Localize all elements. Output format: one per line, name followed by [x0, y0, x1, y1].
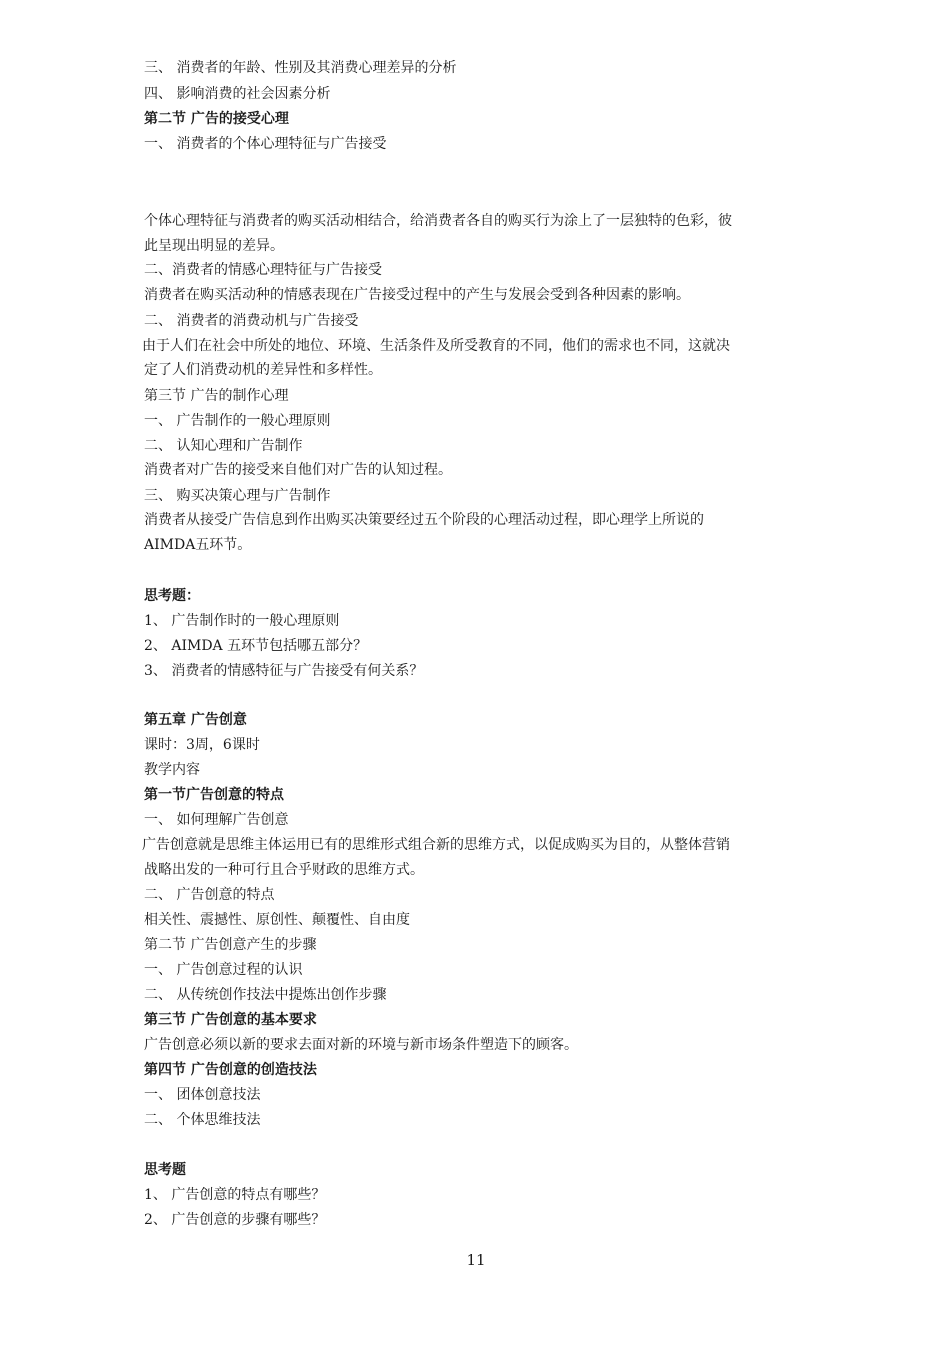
text-line: 课时：3周，6课时 [144, 737, 260, 753]
text-line: 消费者从接受广告信息到作出购买决策要经过五个阶段的心理活动过程，即心理学上所说的 [144, 512, 704, 528]
text-line: 战略出发的一种可行且合乎财政的思维方式。 [144, 862, 424, 878]
section-heading: 第四节 广告创意的创造技法 [144, 1062, 317, 1078]
text-line: 此呈现出明显的差异。 [144, 238, 284, 254]
text-line: 四、 影响消费的社会因素分析 [144, 86, 331, 102]
text-line: 一、 消费者的个体心理特征与广告接受 [144, 136, 387, 152]
section-heading: 第一节广告创意的特点 [144, 787, 284, 803]
text-line: 三、 消费者的年龄、性别及其消费心理差异的分析 [144, 60, 457, 76]
text-line: 二、 消费者的消费动机与广告接受 [144, 313, 359, 329]
text-line: 广告创意就是思维主体运用已有的思维形式组合新的思维方式，以促成购买为目的，从整体营销 [142, 837, 730, 853]
text-line: 1、 广告制作时的一般心理原则 [144, 613, 340, 629]
questions-heading: 思考题 [144, 1162, 186, 1178]
text-line: 二、 从传统创作技法中提炼出创作步骤 [144, 987, 387, 1003]
page-number: 11 [466, 1251, 486, 1269]
text-line: 广告创意必须以新的要求去面对新的环境与新市场条件塑造下的顾客。 [144, 1037, 578, 1053]
text-line: 教学内容 [144, 762, 200, 778]
text-line: 消费者对广告的接受来自他们对广告的认知过程。 [144, 462, 452, 478]
text-line: 相关性、震撼性、原创性、颠覆性、自由度 [144, 912, 410, 928]
text-line: 3、 消费者的情感特征与广告接受有何关系？ [144, 663, 424, 679]
text-line: 一、 广告创意过程的认识 [144, 962, 303, 978]
text-line: 二、 个体思维技法 [144, 1112, 261, 1128]
questions-heading: 思考题： [144, 588, 200, 604]
text-line: 二、 认知心理和广告制作 [144, 438, 303, 454]
text-line: 二、消费者的情感心理特征与广告接受 [144, 262, 382, 278]
text-line: 第二节 广告创意产生的步骤 [144, 937, 317, 953]
section-heading: 第二节 广告的接受心理 [144, 111, 289, 127]
text-line: 三、 购买决策心理与广告制作 [144, 488, 331, 504]
text-line: 二、 广告创意的特点 [144, 887, 275, 903]
text-line: 2、 广告创意的步骤有哪些？ [144, 1212, 326, 1228]
text-line: 2、 AIMDA 五环节包括哪五部分？ [144, 638, 368, 654]
text-line: 1、 广告创意的特点有哪些？ [144, 1187, 326, 1203]
text-line: 由于人们在社会中所处的地位、环境、生活条件及所受教育的不同，他们的需求也不同，这就决 [142, 338, 730, 354]
section-heading: 第三节 广告创意的基本要求 [144, 1012, 317, 1028]
text-line: 消费者在购买活动种的情感表现在广告接受过程中的产生与发展会受到各种因素的影响。 [144, 287, 690, 303]
text-line: 第三节 广告的制作心理 [144, 388, 289, 404]
text-line: 定了人们消费动机的差异性和多样性。 [144, 362, 382, 378]
chapter-heading: 第五章 广告创意 [144, 712, 247, 728]
text-line: 一、 广告制作的一般心理原则 [144, 413, 331, 429]
text-line: 一、 如何理解广告创意 [144, 812, 289, 828]
text-line: 个体心理特征与消费者的购买活动相结合，给消费者各自的购买行为涂上了一层独特的色彩，彼 [144, 213, 732, 229]
text-line: 一、 团体创意技法 [144, 1087, 261, 1103]
text-line: AIMDA五环节。 [144, 537, 252, 553]
